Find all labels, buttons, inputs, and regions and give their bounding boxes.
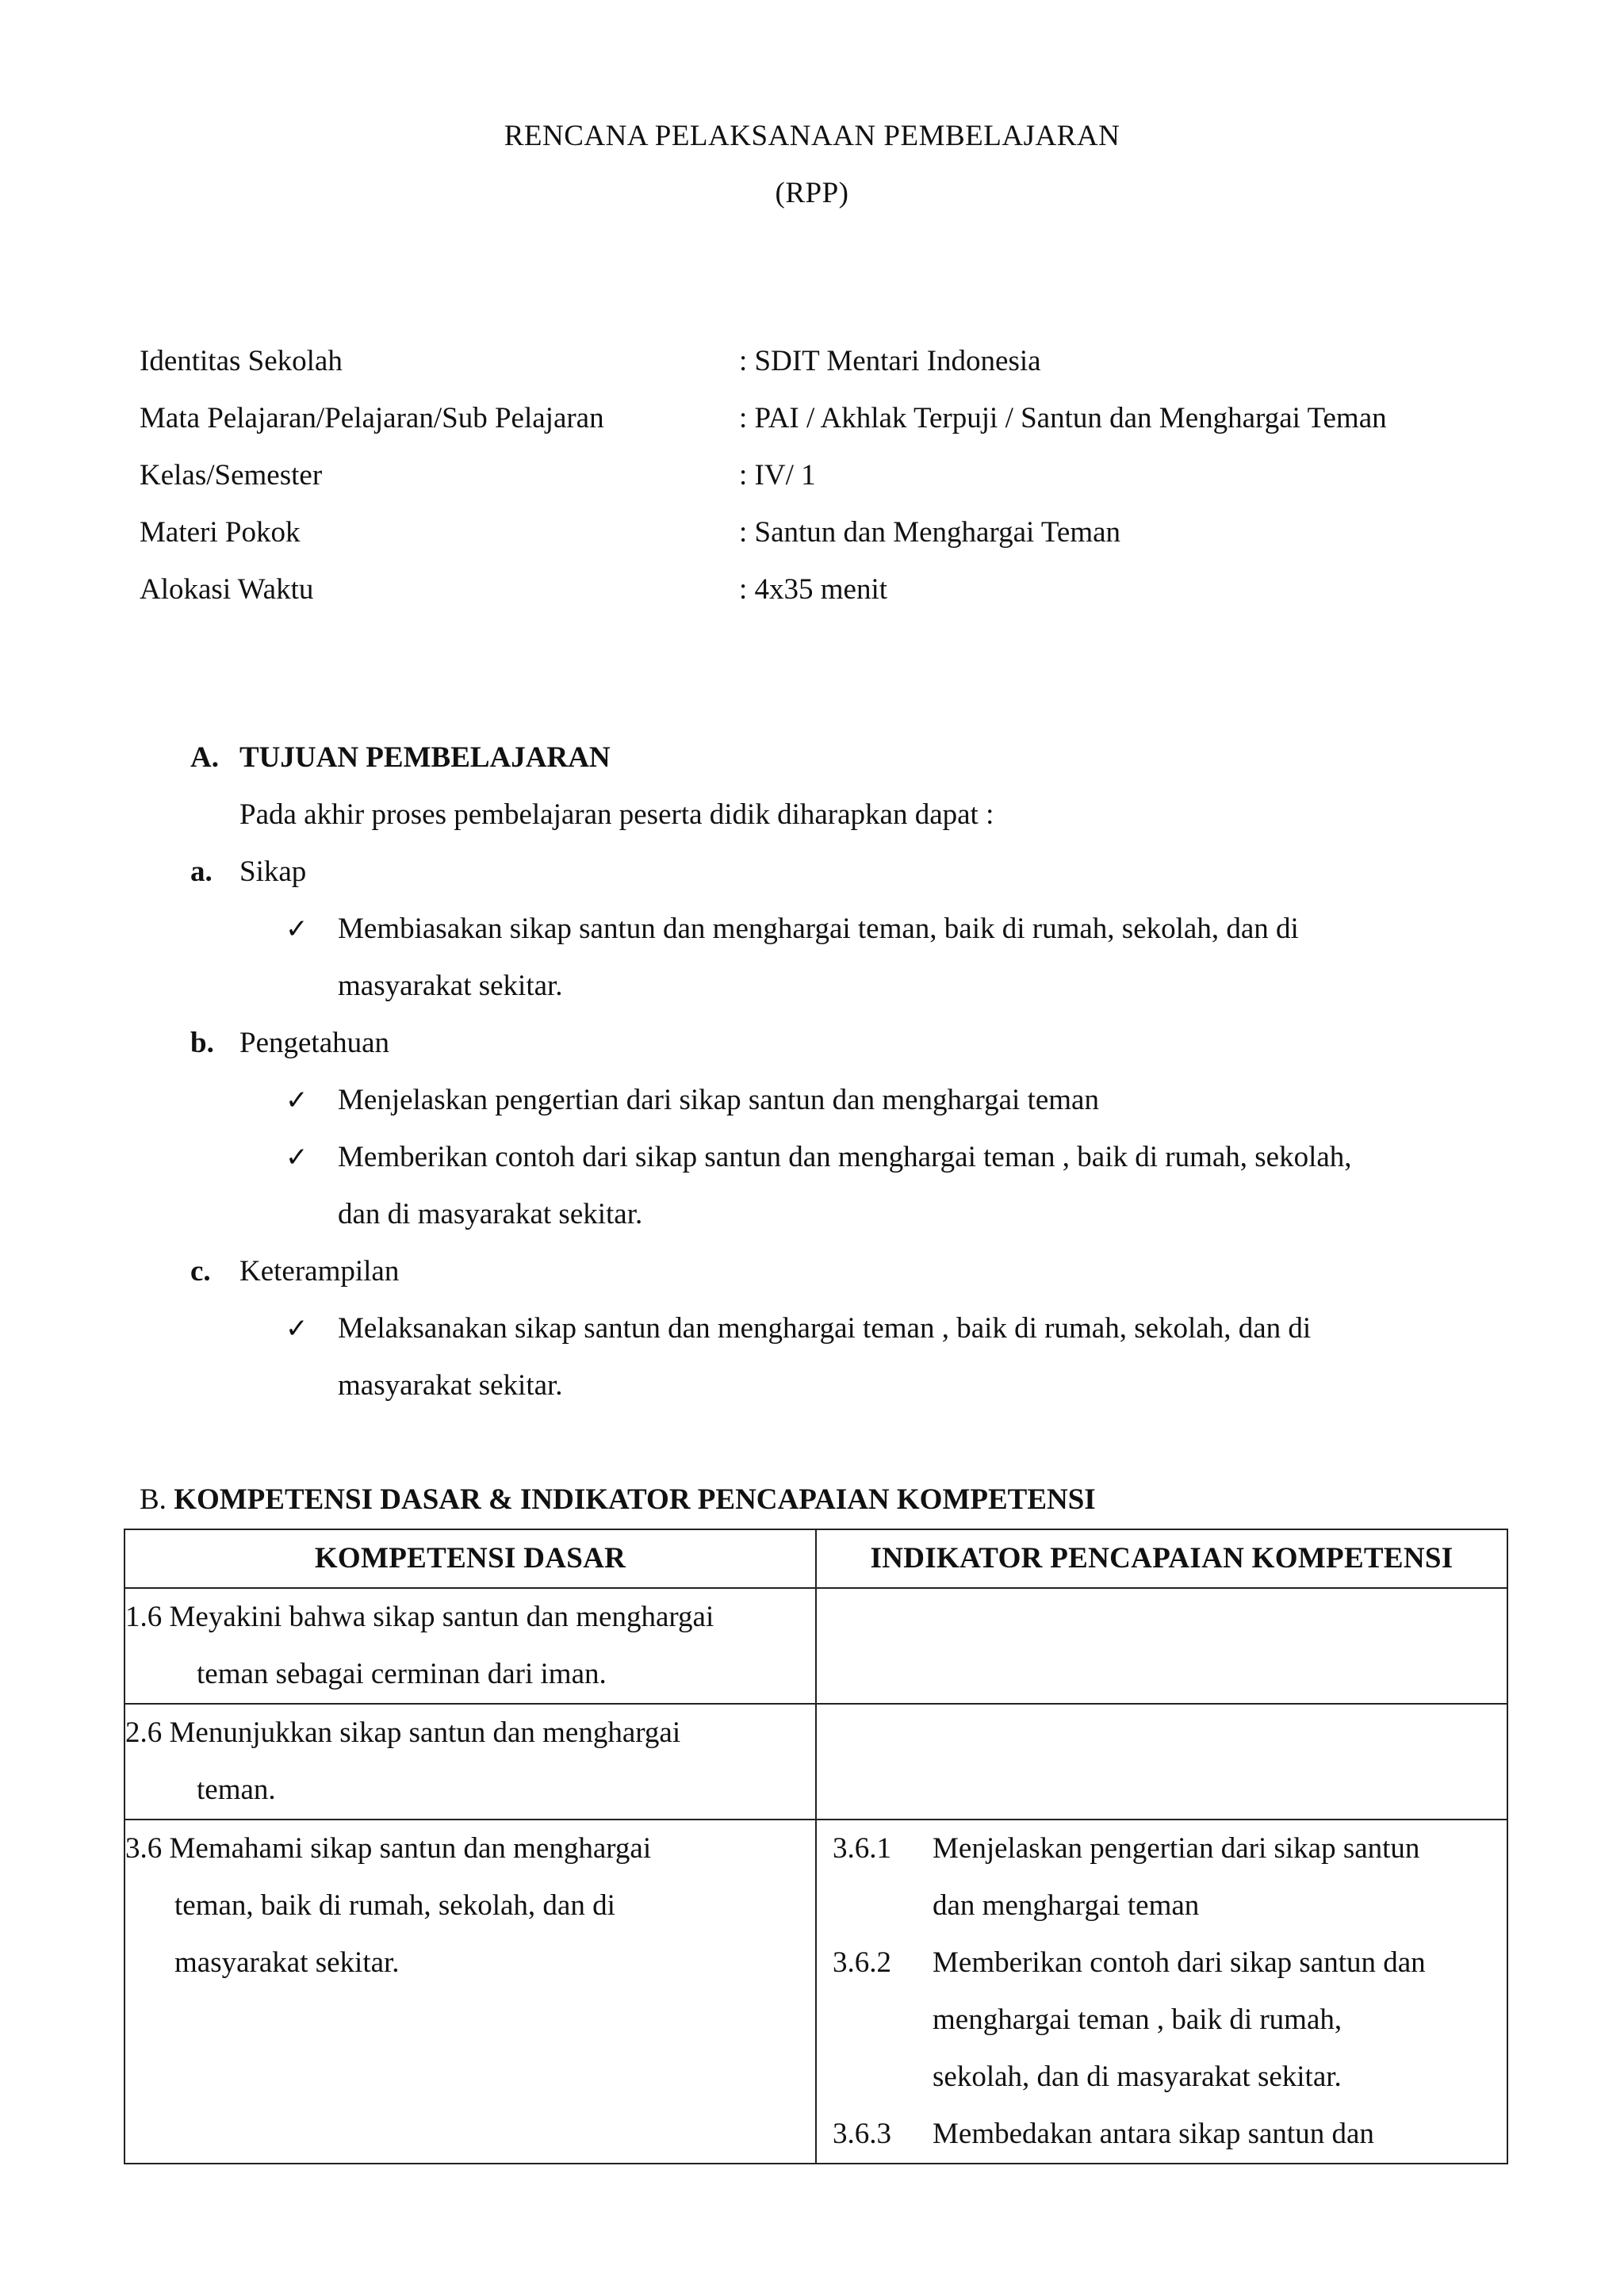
indicator-text: sekolah, dan di masyarakat sekitar. xyxy=(933,2061,1342,2093)
identity-row xyxy=(140,504,1567,561)
section-b-title: KOMPETENSI DASAR & INDIKATOR PENCAPAIAN KOMPETENSI xyxy=(174,1483,1096,1516)
kd-text: 1.6 Meyakini bahwa sikap santun dan menghargai xyxy=(125,1601,714,1633)
kd-text-continued: teman. xyxy=(197,1774,276,1806)
group-marker: a. xyxy=(190,855,213,888)
objective-group-heading xyxy=(190,1243,399,1300)
check-icon: ✓ xyxy=(285,1313,308,1345)
kd-text: 2.6 Menunjukkan sikap santun dan menghargai xyxy=(125,1716,681,1749)
identity-value: : 4x35 menit xyxy=(739,573,888,606)
document-subtitle: (RPP) xyxy=(775,177,849,209)
section-a-lead: Pada akhir proses pembelajaran peserta didik diharapkan dapat : xyxy=(239,798,994,831)
indicator-text: menghargai teman , baik di rumah, xyxy=(933,2003,1342,2036)
indicator-text: Menjelaskan pengertian dari sikap santun xyxy=(933,1832,1420,1865)
section-a-title: TUJUAN PEMBELAJARAN xyxy=(239,741,611,774)
indicator-number: 3.6.3 xyxy=(833,2118,891,2150)
identity-label: Materi Pokok xyxy=(140,516,301,549)
identity-value: : IV/ 1 xyxy=(739,459,816,492)
check-icon: ✓ xyxy=(285,1142,308,1173)
group-marker: c. xyxy=(190,1255,211,1288)
objective-item xyxy=(285,1129,1352,1186)
table-header-indicator: INDIKATOR PENCAPAIAN KOMPETENSI xyxy=(816,1529,1507,1588)
kd-text: 3.6 Memahami sikap santun dan menghargai xyxy=(125,1832,652,1865)
identity-row xyxy=(140,333,1567,390)
check-icon: ✓ xyxy=(285,913,308,945)
indicator-item xyxy=(817,2106,1507,2163)
indicator-cell xyxy=(816,1704,1507,1820)
identity-value: : PAI / Akhlak Terpuji / Santun dan Menghargai Teman xyxy=(739,402,1387,434)
identity-block xyxy=(140,333,1567,618)
objective-text: Memberikan contoh dari sikap santun dan menghargai teman , baik di rumah, sekolah, xyxy=(338,1141,1352,1173)
objective-text-continued: masyarakat sekitar. xyxy=(338,970,563,1002)
objective-text-continued: masyarakat sekitar. xyxy=(338,1369,563,1402)
objective-item xyxy=(285,901,1299,958)
competency-table xyxy=(124,1529,1508,2164)
objective-text: Melaksanakan sikap santun dan menghargai teman , baik di rumah, sekolah, dan di xyxy=(338,1312,1312,1345)
kd-cell xyxy=(124,1704,816,1820)
objective-group-heading xyxy=(190,844,306,901)
indicator-text: dan menghargai teman xyxy=(933,1889,1200,1922)
kd-text-continued: teman sebagai cerminan dari iman. xyxy=(197,1658,607,1690)
objective-text: Menjelaskan pengertian dari sikap santun dan menghargai teman xyxy=(338,1084,1099,1116)
identity-value: : SDIT Mentari Indonesia xyxy=(739,345,1041,377)
group-label: Sikap xyxy=(239,855,307,888)
objective-text-continued: dan di masyarakat sekitar. xyxy=(338,1198,643,1230)
section-b-marker: B. xyxy=(140,1483,167,1516)
kd-cell xyxy=(124,1820,816,2164)
indicator-text: Membedakan antara sikap santun dan xyxy=(933,2118,1374,2150)
objective-item xyxy=(285,1072,1099,1129)
identity-row xyxy=(140,390,1567,447)
objective-text: Membiasakan sikap santun dan menghargai teman, baik di rumah, sekolah, dan di xyxy=(338,913,1299,945)
identity-label: Identitas Sekolah xyxy=(140,345,343,377)
identity-value: : Santun dan Menghargai Teman xyxy=(739,516,1121,549)
indicator-number: 3.6.1 xyxy=(833,1832,891,1865)
kd-text-continued: teman, baik di rumah, sekolah, dan di xyxy=(174,1889,615,1922)
indicator-item xyxy=(817,1820,1507,1934)
kd-text-continued: masyarakat sekitar. xyxy=(174,1946,400,1979)
group-label: Keterampilan xyxy=(239,1255,400,1288)
objective-group-heading xyxy=(190,1015,389,1072)
group-marker: b. xyxy=(190,1027,214,1059)
kd-cell xyxy=(124,1588,816,1704)
indicator-cell xyxy=(816,1820,1507,2164)
check-icon: ✓ xyxy=(285,1085,308,1116)
table-row xyxy=(124,1704,1507,1820)
group-label: Pengetahuan xyxy=(239,1027,390,1059)
indicator-text: Memberikan contoh dari sikap santun dan xyxy=(933,1946,1426,1979)
identity-row xyxy=(140,561,1567,618)
table-header-kd: KOMPETENSI DASAR xyxy=(124,1529,816,1588)
document-title: RENCANA PELAKSANAAN PEMBELAJARAN xyxy=(504,120,1120,152)
table-row xyxy=(124,1588,1507,1704)
indicator-item xyxy=(817,1934,1507,2106)
section-b-heading xyxy=(140,1471,1096,1529)
table-header-row xyxy=(124,1529,1507,1588)
identity-label: Kelas/Semester xyxy=(140,459,323,492)
identity-label: Mata Pelajaran/Pelajaran/Sub Pelajaran xyxy=(140,402,604,434)
indicator-cell xyxy=(816,1588,1507,1704)
identity-row xyxy=(140,447,1567,504)
section-a-marker: A. xyxy=(190,741,219,774)
section-a-heading xyxy=(190,729,611,786)
identity-label: Alokasi Waktu xyxy=(140,573,314,606)
objective-item xyxy=(285,1300,1311,1357)
table-row xyxy=(124,1820,1507,2164)
indicator-number: 3.6.2 xyxy=(833,1946,891,1979)
